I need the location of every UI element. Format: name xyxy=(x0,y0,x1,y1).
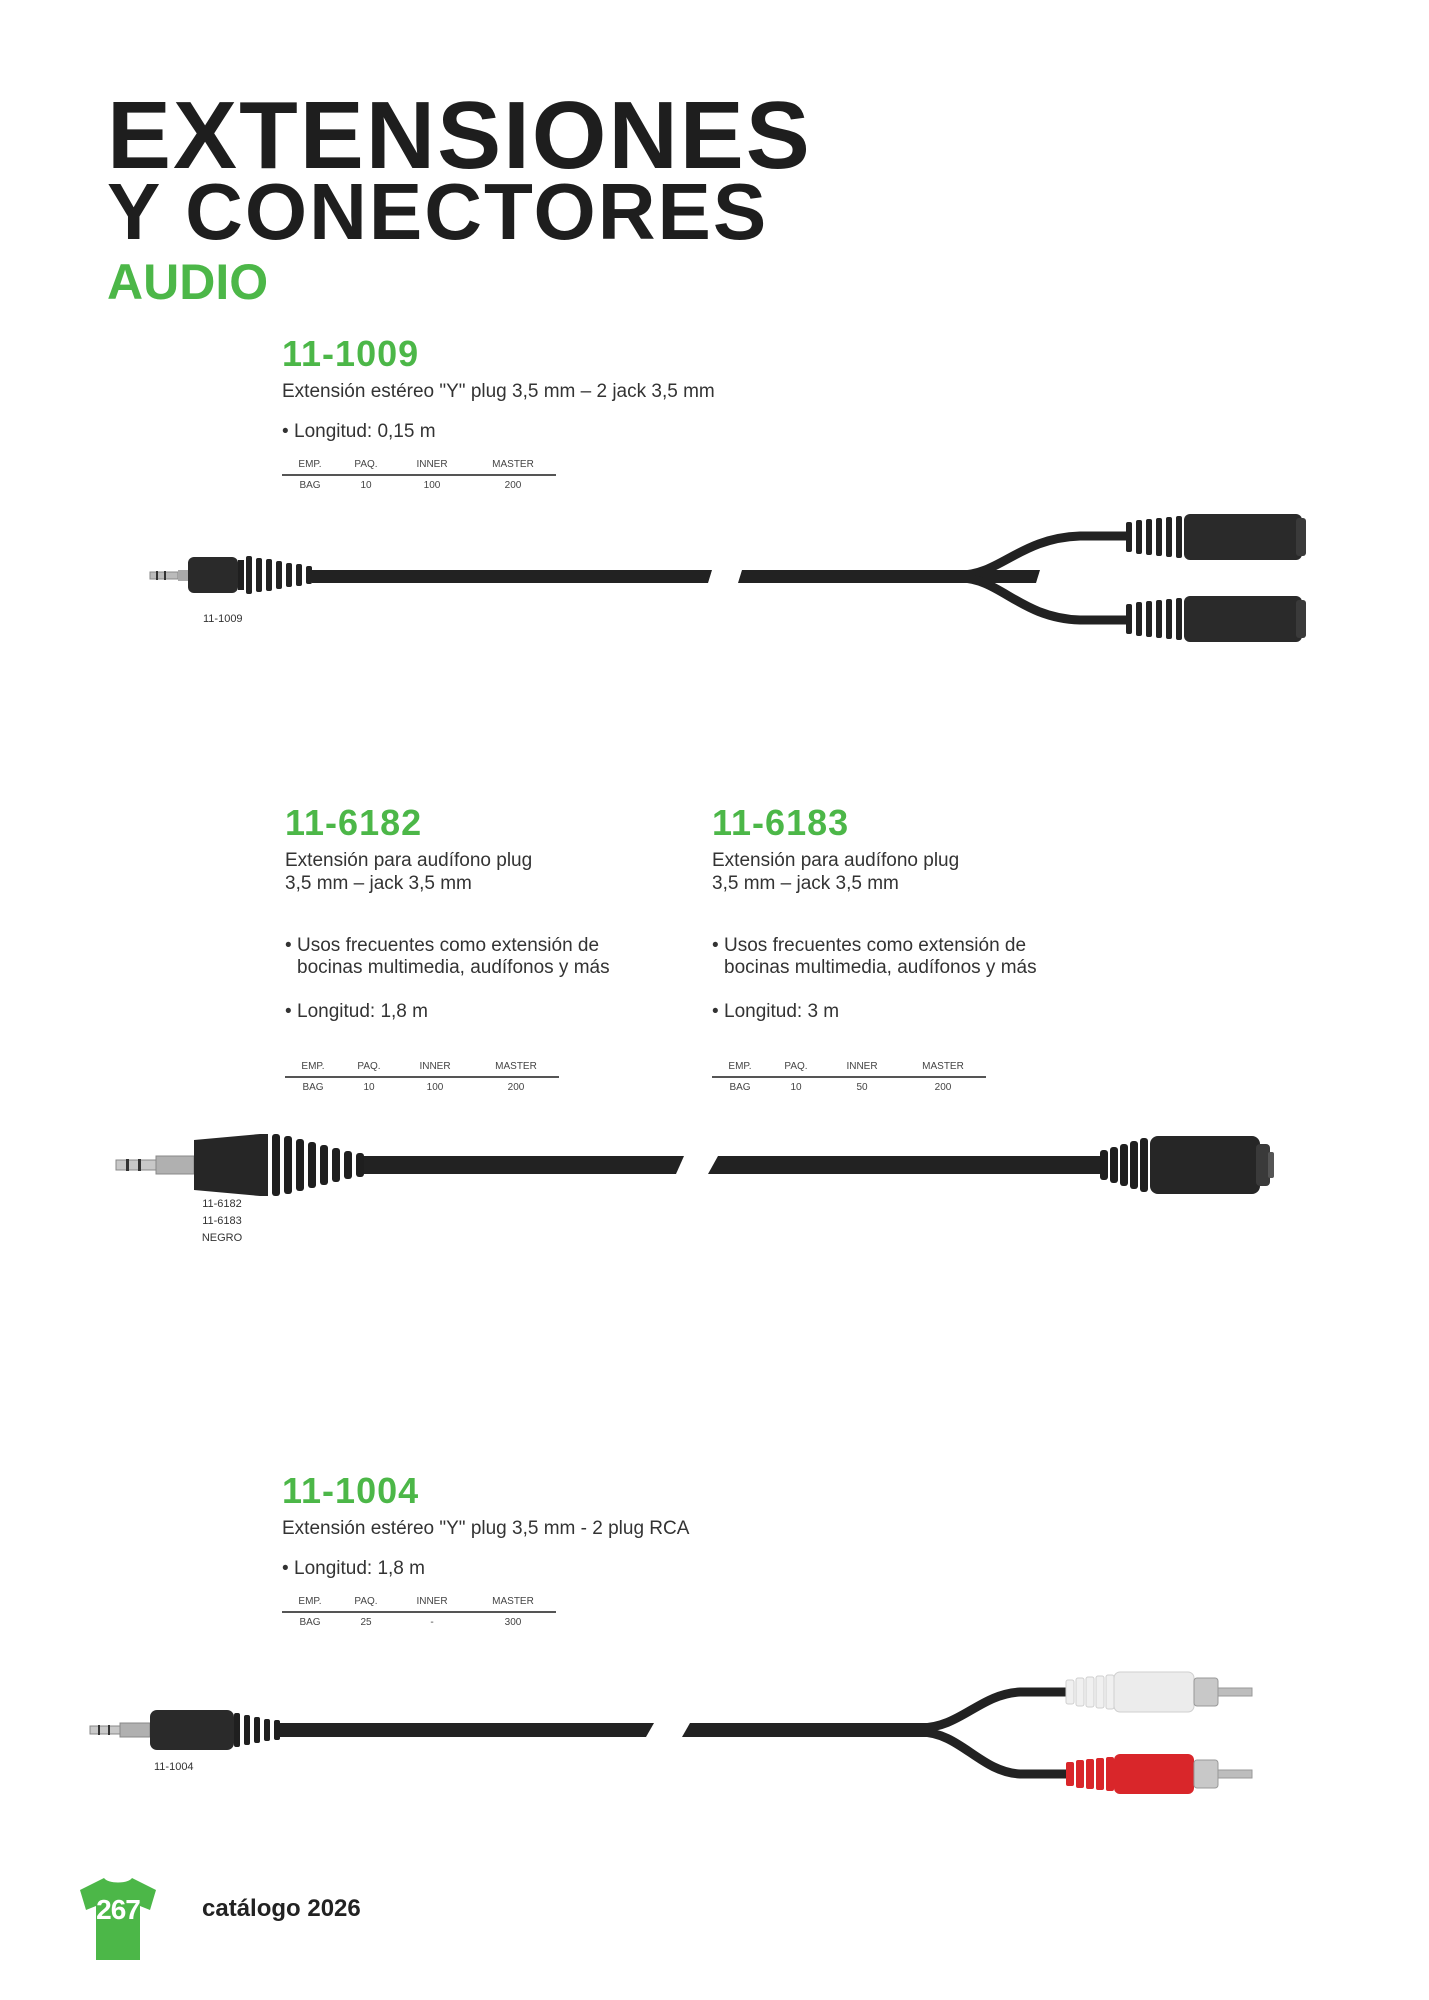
page-title-line2: Y CONECTORES xyxy=(107,167,769,256)
feature-usage: • Usos frecuentes como extensión de bocinas multimedia, audífonos y más xyxy=(712,935,1037,979)
product-11-1009 xyxy=(282,333,715,491)
spec-header-inner: INNER xyxy=(397,1059,473,1077)
spec-header-paq: PAQ. xyxy=(768,1059,824,1077)
page-title-line1: EXTENSIONES xyxy=(107,82,812,189)
product-description: Extensión para audífono plug 3,5 mm – jack 3,5 mm xyxy=(712,850,960,894)
cable-caption-11-1004: 11-1004 xyxy=(154,1761,194,1773)
product-11-1004 xyxy=(282,1470,690,1628)
cable-caption-group xyxy=(196,1196,248,1247)
spec-header-emp: EMP. xyxy=(712,1059,768,1077)
feature-length: • Longitud: 0,15 m xyxy=(282,421,715,443)
spec-inner: - xyxy=(430,1617,434,1628)
spec-header-master: MASTER xyxy=(470,1594,556,1612)
product-code: 11-6182 xyxy=(285,802,423,843)
spec-header-inner: INNER xyxy=(394,1594,470,1612)
spec-inner: 50 xyxy=(856,1082,868,1093)
feature-usage: • Usos frecuentes como extensión de bocinas multimedia, audífonos y más xyxy=(285,935,610,979)
product-features xyxy=(712,913,1037,1045)
spec-header-paq: PAQ. xyxy=(341,1059,397,1077)
packaging-table xyxy=(282,457,556,491)
spec-emp: BAG xyxy=(299,480,321,491)
product-description: Extensión estéreo "Y" plug 3,5 mm – 2 jack 3,5 mm xyxy=(282,381,715,402)
spec-header-inner: INNER xyxy=(394,457,470,475)
packaging-table xyxy=(282,1594,556,1628)
spec-master: 300 xyxy=(504,1617,522,1628)
spec-paq: 10 xyxy=(360,480,372,491)
spec-header-paq: PAQ. xyxy=(338,1594,394,1612)
cable-caption-11-6182: 11-6182 xyxy=(202,1198,242,1210)
cable-caption-color: NEGRO xyxy=(201,1232,243,1244)
category-subtitle: AUDIO xyxy=(107,254,269,310)
packaging-table xyxy=(285,1059,559,1093)
feature-length: • Longitud: 1,8 m xyxy=(282,1558,689,1580)
feature-length: • Longitud: 1,8 m xyxy=(285,1001,610,1023)
spec-emp: BAG xyxy=(302,1082,324,1093)
product-11-6182 xyxy=(285,802,610,1093)
spec-paq: 25 xyxy=(360,1617,372,1628)
spec-master: 200 xyxy=(507,1082,525,1093)
product-code: 11-1009 xyxy=(282,333,420,374)
spec-emp: BAG xyxy=(299,1617,321,1628)
spec-inner: 100 xyxy=(426,1082,444,1093)
spec-header-master: MASTER xyxy=(473,1059,559,1077)
product-code: 11-1004 xyxy=(282,1470,420,1511)
product-features xyxy=(282,421,715,443)
product-code: 11-6183 xyxy=(712,802,850,843)
spec-header-emp: EMP. xyxy=(282,1594,338,1612)
packaging-table xyxy=(712,1059,986,1093)
product-11-6183 xyxy=(712,802,1037,1093)
spec-emp: BAG xyxy=(729,1082,751,1093)
product-features xyxy=(285,913,610,1045)
spec-master: 200 xyxy=(504,480,522,491)
cable-caption-11-1009: 11-1009 xyxy=(203,613,243,625)
page-number: 267 xyxy=(96,1894,140,1925)
spec-header-paq: PAQ. xyxy=(338,457,394,475)
spec-header-emp: EMP. xyxy=(285,1059,341,1077)
spec-header-emp: EMP. xyxy=(282,457,338,475)
spec-header-master: MASTER xyxy=(900,1059,986,1077)
cable-image-11-1004 xyxy=(0,1660,1429,1810)
product-description: Extensión para audífono plug 3,5 mm – jack 3,5 mm xyxy=(285,850,533,894)
catalog-label: catálogo 2026 xyxy=(202,1895,361,1922)
spec-header-master: MASTER xyxy=(470,457,556,475)
spec-paq: 10 xyxy=(363,1082,375,1093)
spec-paq: 10 xyxy=(790,1082,802,1093)
spec-header-inner: INNER xyxy=(824,1059,900,1077)
feature-length: • Longitud: 3 m xyxy=(712,1001,1037,1023)
spec-inner: 100 xyxy=(423,480,441,491)
product-description: Extensión estéreo "Y" plug 3,5 mm - 2 plug RCA xyxy=(282,1518,690,1539)
cable-caption-11-6183: 11-6183 xyxy=(202,1215,242,1227)
product-features xyxy=(282,1558,689,1580)
spec-master: 200 xyxy=(934,1082,952,1093)
